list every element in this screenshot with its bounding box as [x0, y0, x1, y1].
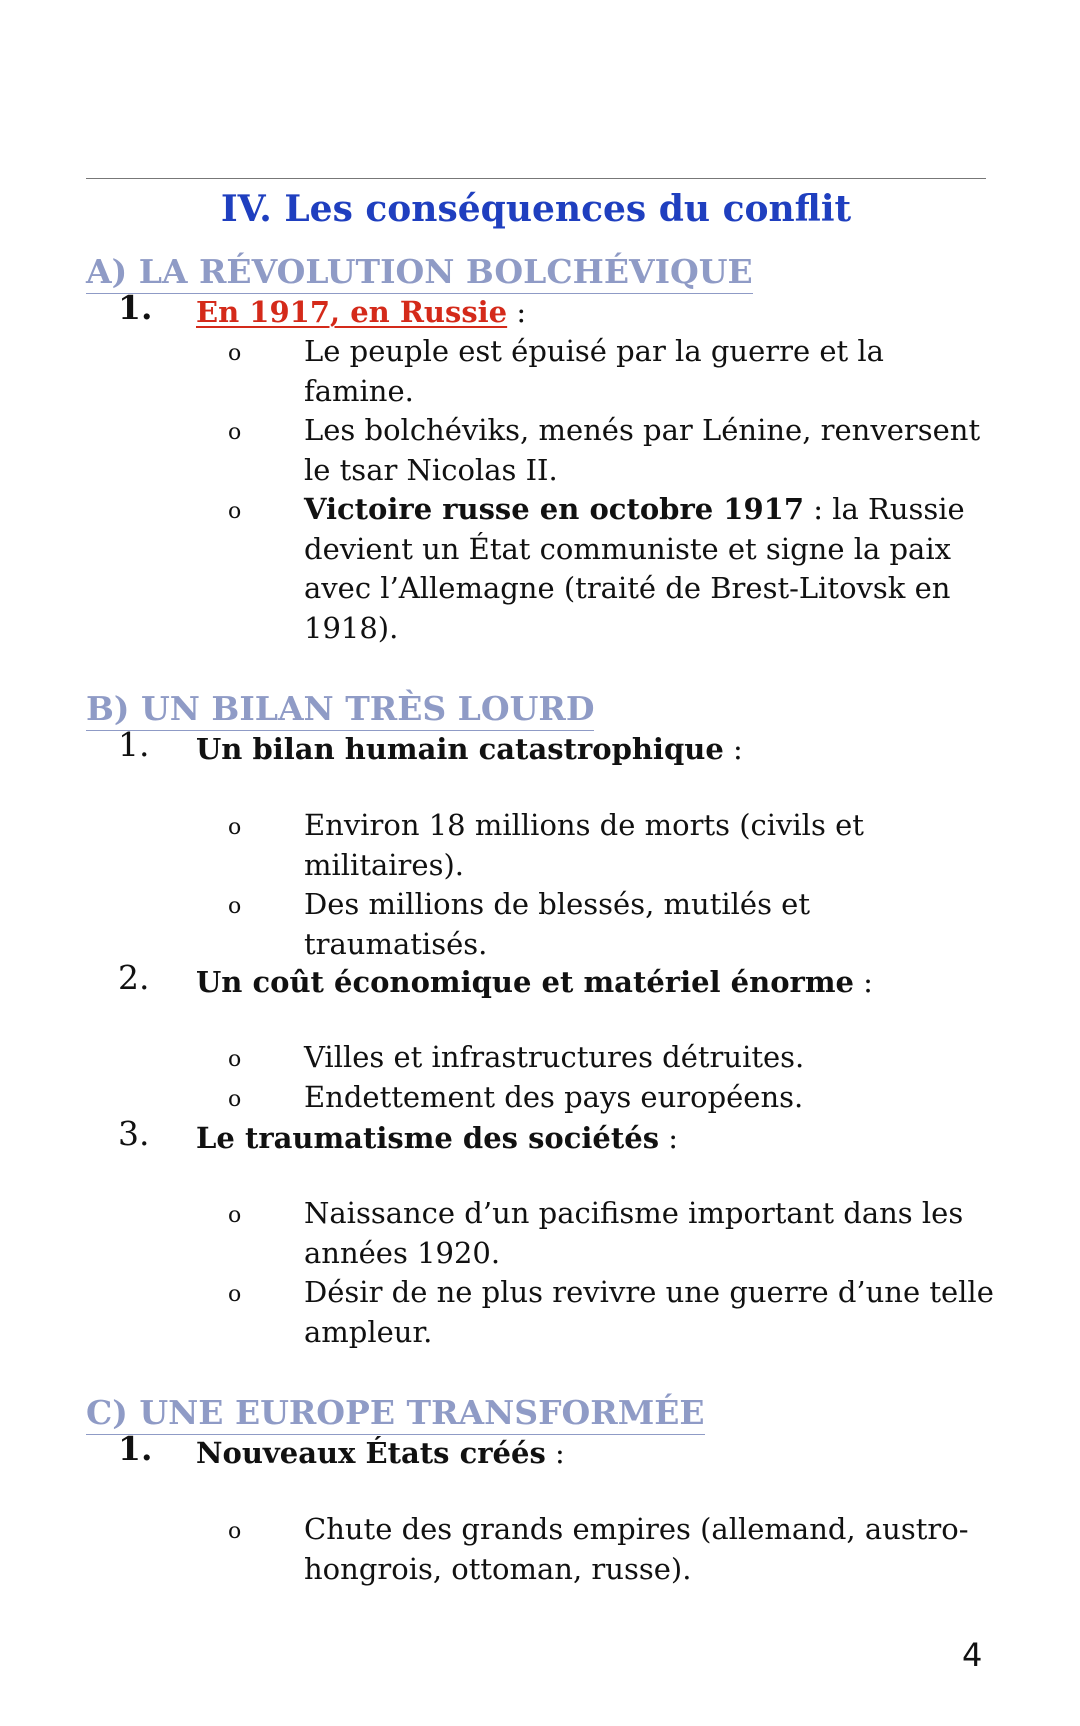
list-item: Victoire russe en octobre 1917 : la Russie devient un État communiste et signe la paix avec l’Allemagne (traité de Brest-Litovsk en 1918).: [304, 492, 965, 645]
bullet-icon: o: [228, 341, 242, 366]
item-title: Le traumatisme des sociétés :: [196, 1121, 679, 1155]
list-item: Endettement des pays européens.: [304, 1080, 804, 1114]
item-title: En 1917, en Russie :: [196, 295, 527, 329]
bullet-icon: o: [228, 815, 242, 840]
page-number: 4: [962, 1636, 983, 1674]
list-item: Des millions de blessés, mutilés et traumatisés.: [304, 887, 810, 961]
bullet-icon: o: [228, 1282, 242, 1307]
item-number: 1.: [118, 1429, 153, 1468]
item-title: Un coût économique et matériel énorme :: [196, 965, 873, 999]
section-heading-a: A) LA RÉVOLUTION BOLCHÉVIQUE: [86, 252, 753, 294]
item-number: 1.: [118, 288, 153, 327]
list-item: Les bolchéviks, menés par Lénine, renversent le tsar Nicolas II.: [304, 413, 981, 487]
bullet-icon: o: [228, 1047, 242, 1072]
list-item: Désir de ne plus revivre une guerre d’une telle ampleur.: [304, 1275, 994, 1349]
item-title: Nouveaux États créés :: [196, 1436, 565, 1470]
list-item: Villes et infrastructures détruites.: [304, 1040, 805, 1074]
bullet-icon: o: [228, 1519, 242, 1544]
bullet-icon: o: [228, 894, 242, 919]
item-number: 2.: [118, 958, 150, 997]
section-heading-b: B) UN BILAN TRÈS LOURD: [86, 689, 594, 731]
bullet-icon: o: [228, 499, 242, 524]
list-item: Environ 18 millions de morts (civils et militaires).: [304, 808, 864, 882]
item-number: 3.: [118, 1114, 150, 1153]
page-title: IV. Les conséquences du conflit: [220, 188, 852, 230]
bullet-icon: o: [228, 420, 242, 445]
bullet-icon: o: [228, 1087, 242, 1112]
item-number: 1.: [118, 725, 150, 764]
bullet-icon: o: [228, 1203, 242, 1228]
top-rule: [86, 178, 986, 179]
item-title-highlight: En 1917, en Russie: [196, 295, 508, 329]
list-item: Naissance d’un pacifisme important dans les années 1920.: [304, 1196, 964, 1270]
list-item: Le peuple est épuisé par la guerre et la famine.: [304, 334, 884, 408]
list-item: Chute des grands empires (allemand, austro-hongrois, ottoman, russe).: [304, 1512, 969, 1586]
item-title: Un bilan humain catastrophique :: [196, 732, 743, 766]
section-heading-c: C) UNE EUROPE TRANSFORMÉE: [86, 1393, 705, 1435]
